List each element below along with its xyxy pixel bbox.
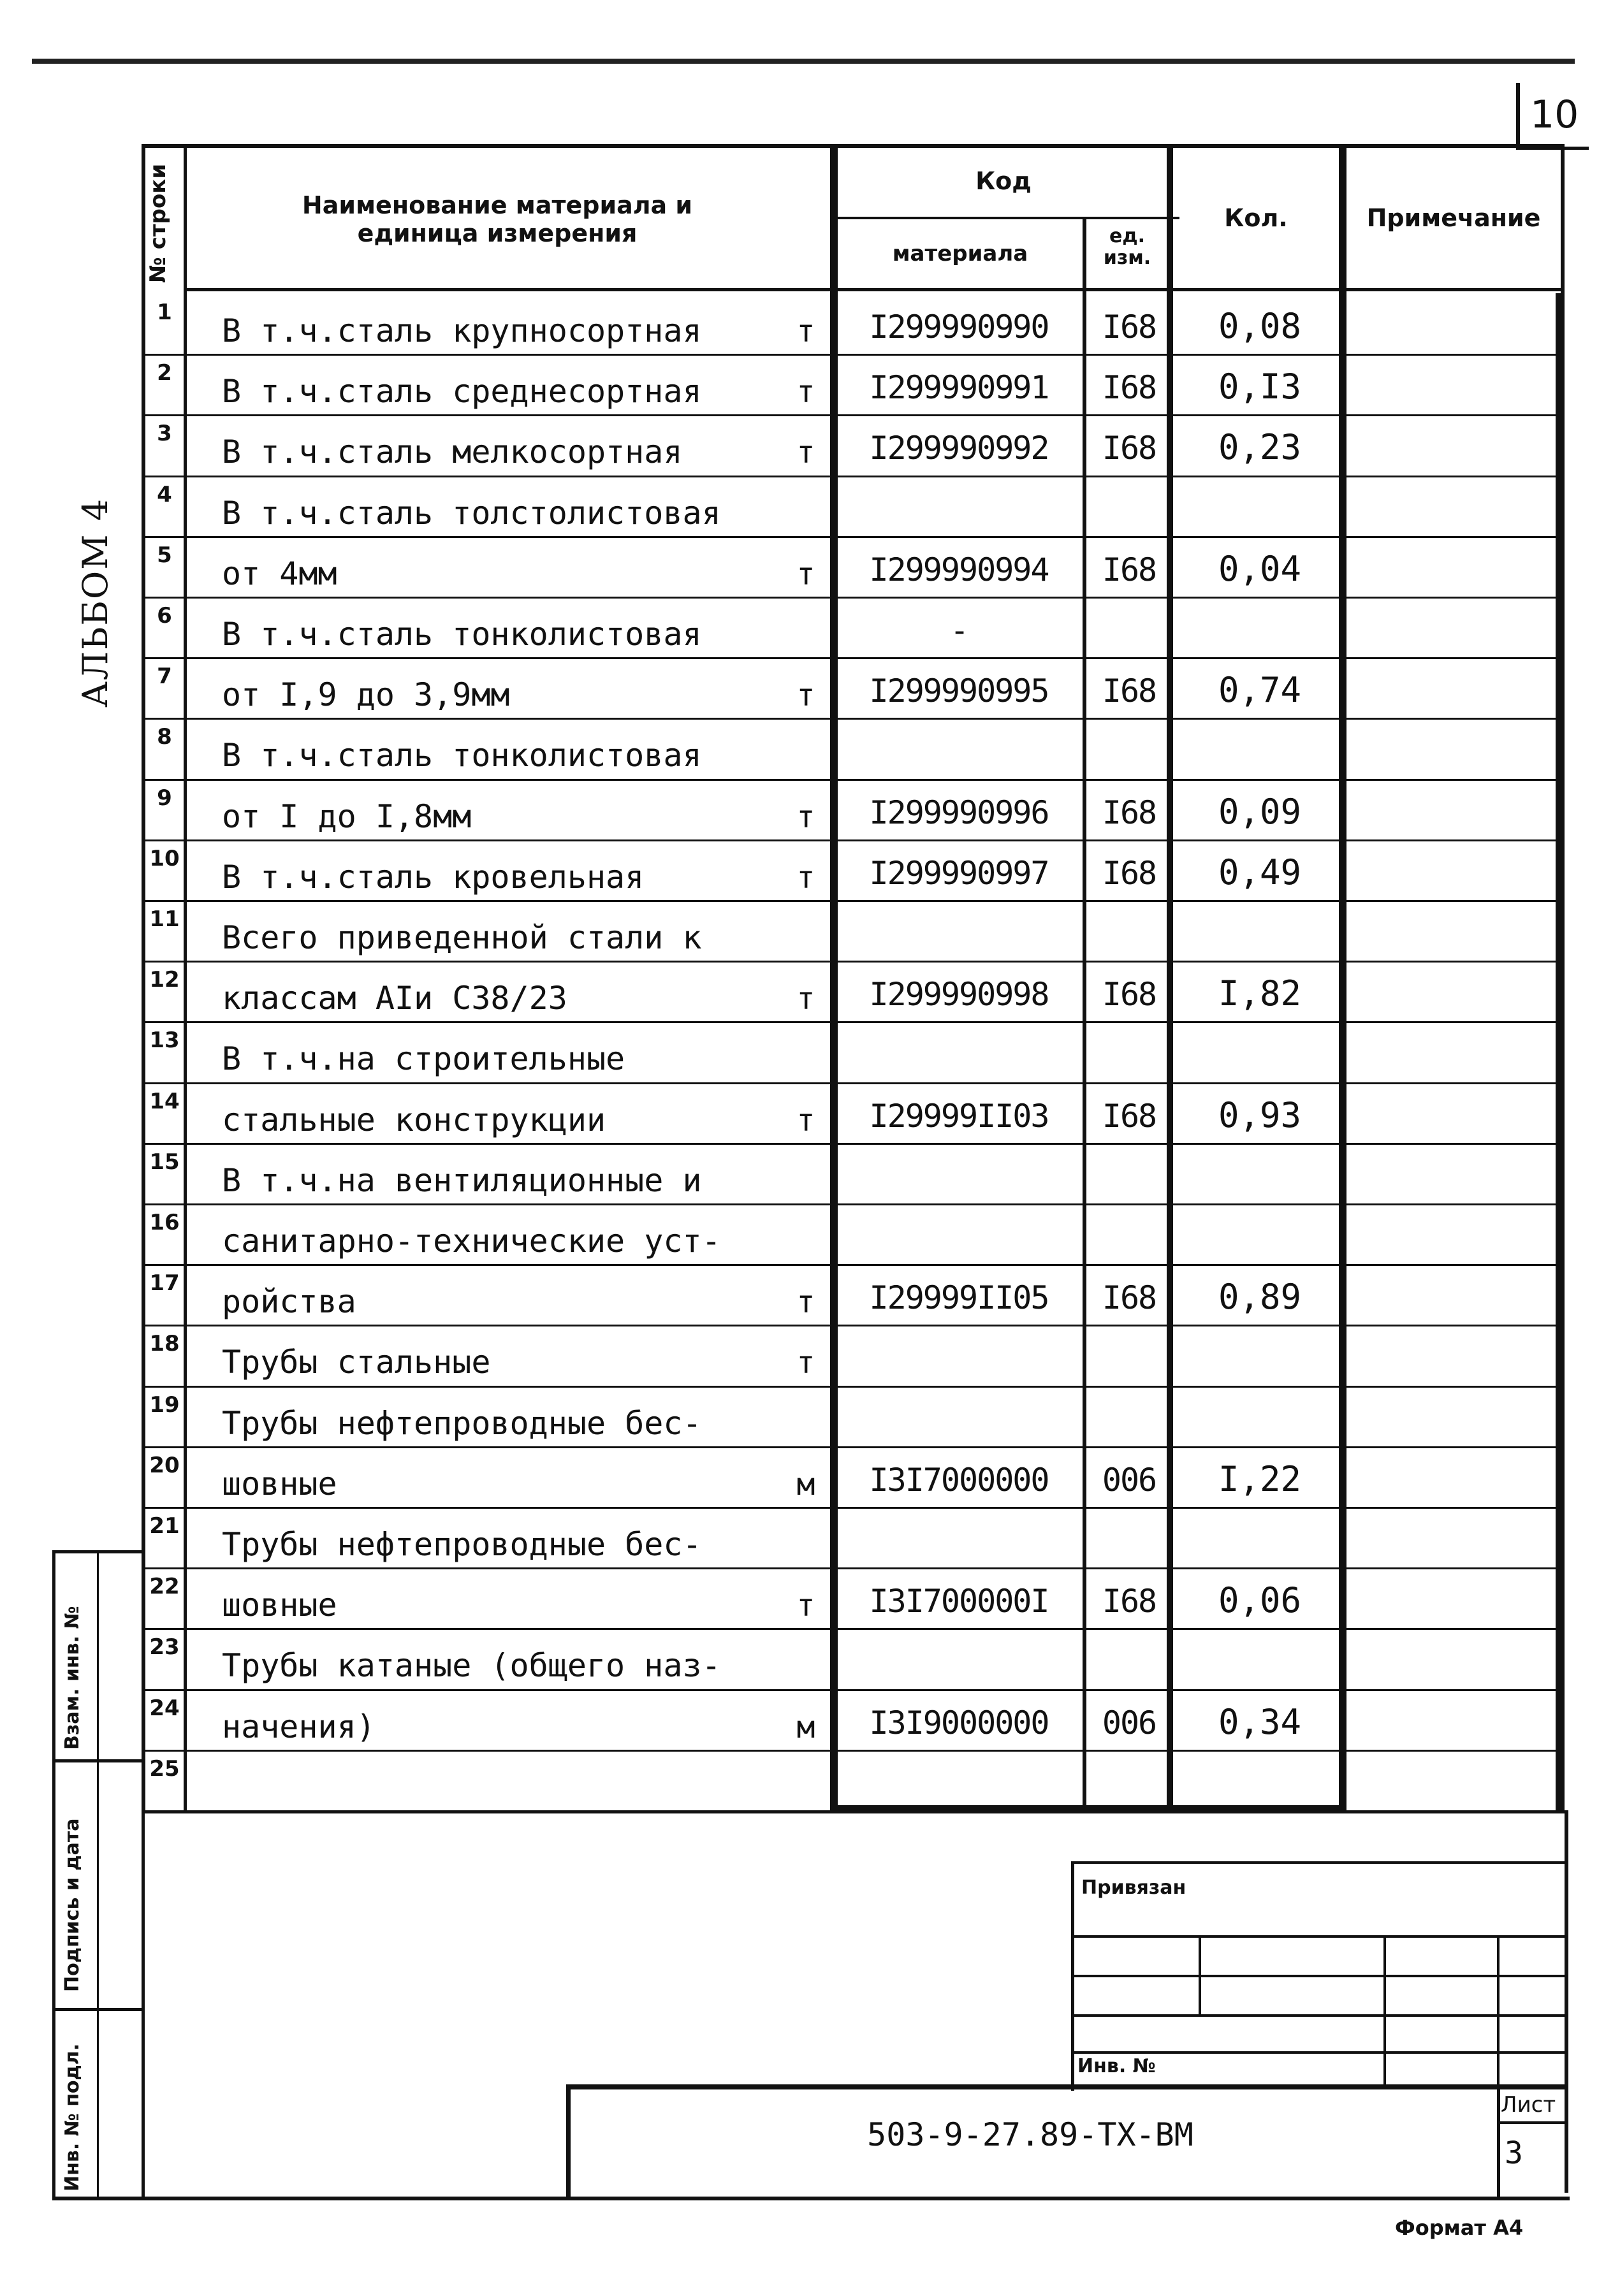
material-code: I299990994 (869, 551, 1049, 588)
quantity: 0,08 (1218, 306, 1302, 346)
material-unit: т (796, 314, 815, 349)
row-separator (142, 1264, 1563, 1266)
row-separator (142, 597, 1563, 599)
row-number: 21 (149, 1513, 180, 1539)
row-number: 17 (149, 1270, 180, 1296)
material-unit: т (796, 374, 815, 410)
row-separator (142, 1386, 1563, 1388)
stamp-privyazan: Привязан (1081, 1877, 1186, 1899)
privyazan-row3 (1071, 2014, 1568, 2017)
header-name: Наименование материала и единица измерения (302, 191, 693, 247)
row-number: 25 (149, 1756, 180, 1782)
quantity: 0,89 (1218, 1277, 1302, 1317)
unit-code: 006 (1102, 1704, 1157, 1741)
designation-top (566, 2084, 1568, 2089)
row-separator (142, 1203, 1563, 1205)
quantity: 0,23 (1218, 427, 1302, 467)
material-name: классам AIи С38/23 (222, 980, 567, 1017)
material-name: начения) (222, 1708, 376, 1745)
material-unit: т (796, 435, 815, 470)
unit-code: I68 (1102, 551, 1157, 588)
material-code: I3I7000000 (869, 1462, 1049, 1499)
privyazan-row4 (1071, 2051, 1568, 2054)
quantity: 0,09 (1218, 792, 1302, 832)
row-separator (142, 414, 1563, 416)
material-name: В т.ч.сталь тонколистовая (222, 737, 702, 774)
stamp-inv-podl: Инв. № подл. (61, 2043, 84, 2191)
row-separator (142, 1446, 1563, 1448)
material-name: Трубы катаные (общего наз- (222, 1647, 721, 1684)
material-name: В т.ч.сталь кровельная (222, 859, 645, 896)
privyazan-col1 (1199, 1935, 1201, 2015)
material-name: Трубы стальные (222, 1344, 491, 1381)
unit-code: I68 (1102, 976, 1157, 1013)
row-number: 14 (149, 1089, 180, 1114)
material-unit: т (796, 981, 815, 1017)
unit-code: I68 (1102, 430, 1157, 467)
quantity: I,82 (1218, 973, 1302, 1014)
header-bottom-line (184, 288, 1565, 291)
row-separator (142, 1628, 1563, 1630)
row-number: 11 (149, 906, 180, 932)
material-name: В т.ч.на строительные (222, 1040, 625, 1077)
row-separator (142, 1750, 1563, 1752)
stamp-list-number: 3 (1505, 2135, 1523, 2171)
material-name: санитарно-технические уст- (222, 1223, 721, 1260)
privyazan-col3 (1497, 1935, 1500, 2088)
privyazan-col2 (1383, 1935, 1386, 2088)
row-separator (142, 1567, 1563, 1569)
row-separator (142, 718, 1563, 720)
material-name: Трубы нефтепроводные бес- (222, 1405, 702, 1442)
row-number: 7 (157, 664, 172, 689)
row-separator (142, 1143, 1563, 1145)
row-separator (142, 1082, 1563, 1084)
material-code: I3I700000I (869, 1583, 1049, 1620)
privyazan-top (1071, 1861, 1568, 1864)
material-unit: т (796, 678, 815, 713)
quantity: 0,06 (1218, 1580, 1302, 1620)
quantity: 0,I3 (1218, 367, 1302, 407)
row-separator (142, 354, 1563, 356)
material-unit: м (796, 1467, 815, 1502)
material-code: I299990990 (869, 309, 1049, 345)
material-name: ройства (222, 1283, 356, 1320)
header-row-number: № строки (145, 163, 171, 283)
unit-code: I68 (1102, 855, 1157, 892)
material-name: В т.ч.сталь мелкосортная (222, 433, 683, 470)
material-code: I299990992 (869, 430, 1049, 467)
row-number: 6 (157, 603, 172, 628)
quantity: 0,49 (1218, 852, 1302, 892)
row-number: 19 (149, 1392, 180, 1418)
quantity: 0,34 (1218, 1702, 1302, 1742)
stamp-top-line (142, 1810, 1565, 1813)
row-separator (142, 476, 1563, 477)
stamp-list-label: Лист (1501, 2092, 1556, 2118)
material-name: шовные (222, 1465, 337, 1502)
row-separator (142, 1507, 1563, 1509)
data-block-right-border (1556, 293, 1563, 1810)
header-qty: Кол. (1224, 204, 1288, 232)
header-material: материала (892, 241, 1028, 266)
stamp-left-column-outer (52, 1550, 55, 2200)
material-code: I3I9000000 (869, 1704, 1049, 1741)
quantity: 0,93 (1218, 1095, 1302, 1135)
row-number: 1 (157, 300, 172, 325)
unit-code: I68 (1102, 369, 1157, 406)
material-code: I29999II05 (869, 1279, 1049, 1316)
row-separator (142, 961, 1563, 963)
header-unit-code: ед. изм. (1103, 225, 1151, 269)
material-unit: м (796, 1710, 815, 1745)
row-number: 13 (149, 1028, 180, 1053)
row-separator (142, 1689, 1563, 1691)
row-separator (142, 1325, 1563, 1326)
row-number: 4 (157, 482, 172, 507)
material-name: В т.ч.сталь толстолистовая (222, 495, 721, 532)
stamp-left-mid-line (97, 1550, 99, 2197)
page-number: 10 (1530, 92, 1579, 137)
document-designation: 503-9-27.89-ТХ-ВМ (867, 2116, 1193, 2153)
header-note: Примечание (1366, 204, 1541, 232)
row-number: 2 (157, 360, 172, 386)
privyazan-row2 (1071, 1975, 1568, 1977)
row-number: 9 (157, 785, 172, 811)
unit-code: 006 (1102, 1462, 1157, 1499)
row-separator (142, 779, 1563, 781)
material-name: В т.ч.на вентиляционные и (222, 1162, 702, 1199)
album-label: АЛЬБОМ 4 (75, 497, 115, 708)
material-name: В т.ч.сталь крупносортная (222, 312, 702, 349)
row-separator (142, 839, 1563, 841)
material-code: I299990998 (869, 976, 1049, 1013)
material-unit: т (796, 1588, 815, 1624)
material-unit: т (796, 1103, 815, 1138)
quantity: 0,74 (1218, 670, 1302, 710)
unit-code: I68 (1102, 1098, 1157, 1135)
material-name: Трубы нефтепроводные бес- (222, 1526, 702, 1563)
material-name: Всего приведенной стали к (222, 919, 702, 956)
stamp-left-column-inner (142, 1550, 145, 2200)
material-code: I299990996 (869, 794, 1049, 831)
material-unit: т (796, 1345, 815, 1381)
header-code: Код (975, 167, 1032, 195)
stamp-inv-no: Инв. № (1077, 2055, 1156, 2077)
row-number: 12 (149, 967, 180, 992)
material-unit: т (796, 556, 815, 592)
unit-code: I68 (1102, 309, 1157, 345)
row-number: 20 (149, 1453, 180, 1478)
material-name: шовные (222, 1587, 337, 1624)
quantity: 0,04 (1218, 549, 1302, 589)
list-sep (1497, 2121, 1568, 2124)
material-code: I29999II03 (869, 1098, 1049, 1135)
code-column-left-border (830, 144, 838, 1811)
material-name: от I,9 до 3,9мм (222, 676, 510, 713)
top-border-line (32, 59, 1575, 64)
row-number: 18 (149, 1331, 180, 1356)
material-code: I299990991 (869, 369, 1049, 406)
stamp-right-border (1565, 1810, 1568, 2193)
format-label: Формат А4 (1395, 2216, 1524, 2240)
row-separator (142, 900, 1563, 902)
row-separator (142, 1021, 1563, 1023)
material-name: В т.ч.сталь тонколистовая (222, 616, 702, 653)
material-code: I299990995 (869, 672, 1049, 709)
row-number: 3 (157, 421, 172, 446)
material-name: от I до I,8мм (222, 798, 472, 835)
row-number: 5 (157, 542, 172, 568)
row-number: 8 (157, 724, 172, 750)
unit-code: I68 (1102, 672, 1157, 709)
table-top-border (142, 144, 1563, 148)
unit-code: I68 (1102, 1583, 1157, 1620)
stamp-podpis-data: Подпись и дата (61, 1818, 84, 1992)
row-number: 23 (149, 1634, 180, 1660)
row-number: 16 (149, 1210, 180, 1235)
material-unit: т (796, 799, 815, 835)
row-number: 22 (149, 1574, 180, 1599)
row-separator (142, 536, 1563, 538)
row-number: 10 (149, 846, 180, 871)
material-code: I299990997 (869, 855, 1049, 892)
row-number: 15 (149, 1149, 180, 1175)
designation-right (1497, 2084, 1500, 2199)
material-name: В т.ч.сталь среднесортная (222, 373, 702, 410)
stamp-bottom-line (52, 2197, 1570, 2200)
unit-code: I68 (1102, 1279, 1157, 1316)
material-name: от 4мм (222, 555, 337, 592)
material-unit: т (796, 1284, 815, 1320)
row-number: 24 (149, 1696, 180, 1721)
material-unit: т (796, 860, 815, 896)
quantity: I,22 (1218, 1459, 1302, 1499)
row-separator (142, 657, 1563, 659)
code-subheader-line (835, 217, 1179, 219)
stamp-vzam-inv: Взам. инв. № (61, 1606, 84, 1750)
unit-code: I68 (1102, 794, 1157, 831)
material-name: стальные конструкции (222, 1101, 606, 1138)
material-code: - (949, 612, 968, 649)
privyazan-row1 (1071, 1935, 1568, 1938)
unit-column-left-border (1083, 217, 1086, 1810)
